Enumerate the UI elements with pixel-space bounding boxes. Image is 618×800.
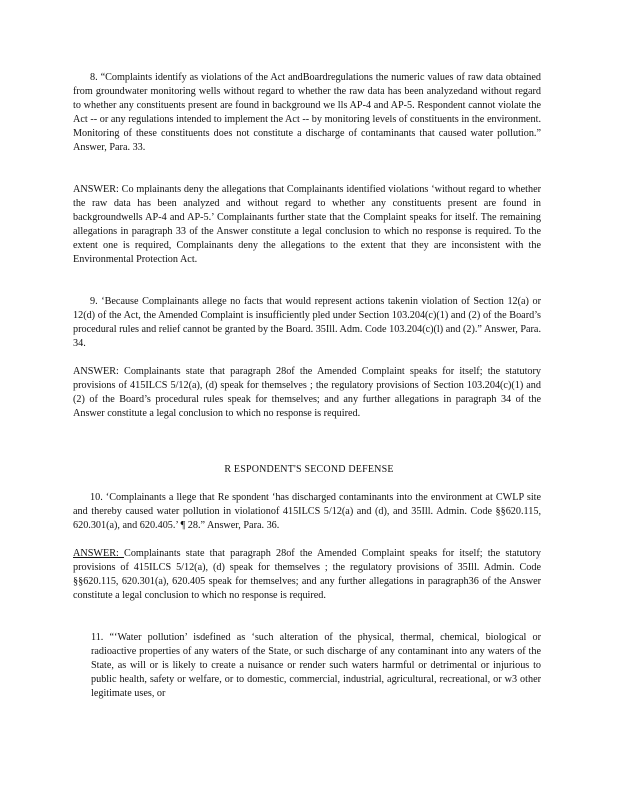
answer-10 <box>73 547 541 603</box>
answer-text: Complainants state that paragraph 28of the Amended Complaint speaks for itself; the statutory provisions of 415ILCS 5/12(a), (d) speak for themselves ; the regulatory provisions of Section 103.204(c)(1) and (2) of the Board’s procedural rules speak for themselves; and any further allegations in paragraph 34 of the Answer constitute a legal conclusion to which no response is required. <box>73 366 541 419</box>
paragraph-11: 11. “‘Water pollution’ isdefined as ‘such alteration of the physical, thermal, chemical, biological or radioactive properties of any waters of the State, or such discharge of any contaminant into any waters of the State, as will or is likely to create a nuisance or render such waters harmful or detrimental or injurious to public health, safety or welfare, or to domestic, commercial, industrial, agricultural, recreational, or w3 other legitimate uses, or <box>91 632 541 699</box>
answer-label: ANSWER: <box>73 184 119 195</box>
answer-label: ANSWER: <box>73 548 125 559</box>
answer-9 <box>73 365 541 421</box>
answer-text: Co mplainants deny the allegations that Complainants identified violations ‘without regard to whether the raw data has been analyzed and without regard to whether any constituents present are found in backgroundwells AP-4 and AP-5.’ Complainants further state that the Complaint speaks for itself. The remaining allegations in paragraph 33 of the Answer constitute a legal conclusion to which no response is required. To the extent one is required, Complainants deny the allegations to the extent that they are inconsistent with the Environmental Protection Act. <box>73 184 541 265</box>
paragraph-9: 9. ‘Because Complainants allege no facts that would represent actions takenin violation of Section 12(a) or 12(d) of the Act, the Amended Complaint is insufficiently pled under Section 103.204(c)(1) and (2) of the Board’s procedural rules and relief cannot be granted by the Board. 35Ill. Adm. Code 103.204(c)(l) and (2).” Answer, Para. 34. <box>73 296 541 349</box>
paragraph-8: 8. “Complaints identify as violations of the Act andBoardregulations the numeric values of raw data obtained from groundwater monitoring wells without regard to whether the raw data has been analyzedand without regard to whether any constituents present are found in background we lls AP-4 and AP-5. Respondent cannot violate the Act -- or any regulations intended to implement the Act -- by monitoring levels of constituents in the environment. Monitoring of these constituents does not constitute a discharge of contaminants that caused water pollution.” Answer, Para. 33. <box>73 72 541 153</box>
section-heading: R ESPONDENT'S SECOND DEFENSE <box>224 464 394 475</box>
paragraph-10: 10. ‘Complainants a llege that Re spondent ‘has discharged contaminants into the environment at CWLP site and thereby caused water pollution in violationof 415ILCS 5/12(a) and (d), and 35Ill. Admin. Code §§620.115, 620.301(a), and 620.405.’ ¶ 28.” Answer, Para. 36. <box>73 492 541 531</box>
answer-8 <box>73 183 541 267</box>
answer-label: ANSWER: <box>73 366 119 377</box>
answer-text: Complainants state that paragraph 28of the Amended Complaint speaks for itself; the statutory provisions of 415ILCS 5/12(a), (d) speak for themselves ; the regulatory provisions of 35Ill. Admin. Code §§620.115, 620.301(a), 620.405 speak for themselves; and any further allegations in paragraph36 of the Answer constitute a legal conclusion to which no response is required. <box>73 548 541 601</box>
